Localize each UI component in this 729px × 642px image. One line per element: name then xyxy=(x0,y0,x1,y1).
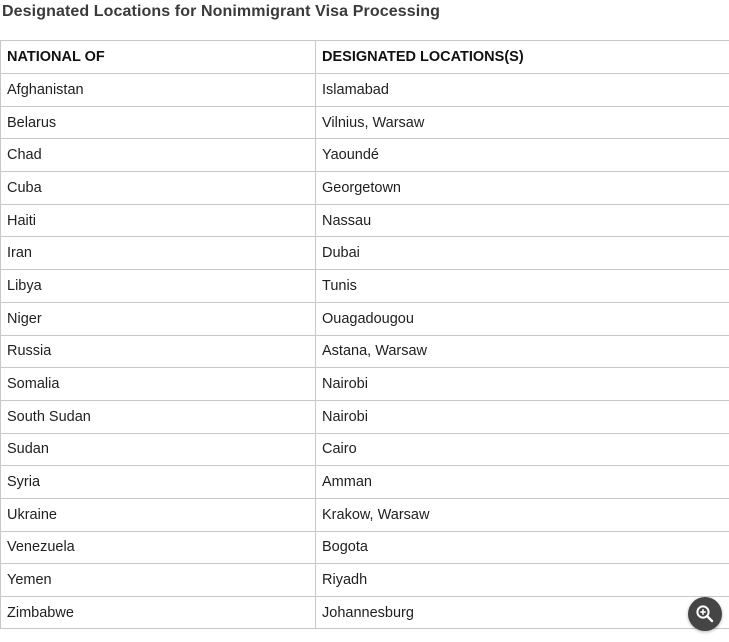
table-row xyxy=(1,270,729,303)
cell-designated-location: Yaoundé xyxy=(316,139,729,172)
table-header-row xyxy=(1,41,729,74)
column-header-national-of: NATIONAL OF xyxy=(1,41,316,74)
cell-designated-location: Tunis xyxy=(316,270,729,303)
table-row xyxy=(1,237,729,270)
cell-designated-location: Nairobi xyxy=(316,368,729,401)
visa-locations-table xyxy=(0,40,729,629)
cell-designated-location: Georgetown xyxy=(316,172,729,205)
page-title: Designated Locations for Nonimmigrant Visa Processing xyxy=(2,3,440,20)
table-row xyxy=(1,302,729,335)
table-row xyxy=(1,564,729,597)
cell-national-of: Belarus xyxy=(1,106,316,139)
cell-designated-location: Nairobi xyxy=(316,400,729,433)
table-row xyxy=(1,204,729,237)
cell-designated-location: Astana, Warsaw xyxy=(316,335,729,368)
cell-designated-location: Cairo xyxy=(316,433,729,466)
cell-national-of: Chad xyxy=(1,139,316,172)
column-header-designated-locations: DESIGNATED LOCATIONS(S) xyxy=(316,41,729,74)
cell-national-of: Afghanistan xyxy=(1,74,316,107)
cell-national-of: Syria xyxy=(1,466,316,499)
cell-designated-location: Amman xyxy=(316,466,729,499)
cell-designated-location: Ouagadougou xyxy=(316,302,729,335)
cell-national-of: Iran xyxy=(1,237,316,270)
table-row xyxy=(1,368,729,401)
cell-national-of: Ukraine xyxy=(1,498,316,531)
cell-designated-location: Riyadh xyxy=(316,564,729,597)
table-row xyxy=(1,106,729,139)
table-row xyxy=(1,597,729,629)
table-row xyxy=(1,531,729,564)
zoom-button[interactable] xyxy=(688,597,722,631)
table-body xyxy=(1,74,729,629)
cell-national-of: Yemen xyxy=(1,564,316,597)
table-row xyxy=(1,74,729,107)
cell-national-of: Zimbabwe xyxy=(1,597,316,629)
cell-national-of: Russia xyxy=(1,335,316,368)
cell-national-of: Libya xyxy=(1,270,316,303)
cell-national-of: Somalia xyxy=(1,368,316,401)
cell-national-of: Cuba xyxy=(1,172,316,205)
table-row xyxy=(1,498,729,531)
cell-designated-location: Johannesburg xyxy=(316,597,729,629)
cell-national-of: Haiti xyxy=(1,204,316,237)
table-row xyxy=(1,139,729,172)
cell-national-of: South Sudan xyxy=(1,400,316,433)
table-row xyxy=(1,400,729,433)
cell-designated-location: Bogota xyxy=(316,531,729,564)
cell-designated-location: Krakow, Warsaw xyxy=(316,498,729,531)
cell-national-of: Venezuela xyxy=(1,531,316,564)
cell-designated-location: Islamabad xyxy=(316,74,729,107)
table-row xyxy=(1,335,729,368)
cell-designated-location: Dubai xyxy=(316,237,729,270)
table-row xyxy=(1,172,729,205)
cell-designated-location: Nassau xyxy=(316,204,729,237)
cell-national-of: Sudan xyxy=(1,433,316,466)
table-row xyxy=(1,433,729,466)
cell-national-of: Niger xyxy=(1,302,316,335)
cell-designated-location: Vilnius, Warsaw xyxy=(316,106,729,139)
table-row xyxy=(1,466,729,499)
zoom-in-icon xyxy=(695,604,715,624)
